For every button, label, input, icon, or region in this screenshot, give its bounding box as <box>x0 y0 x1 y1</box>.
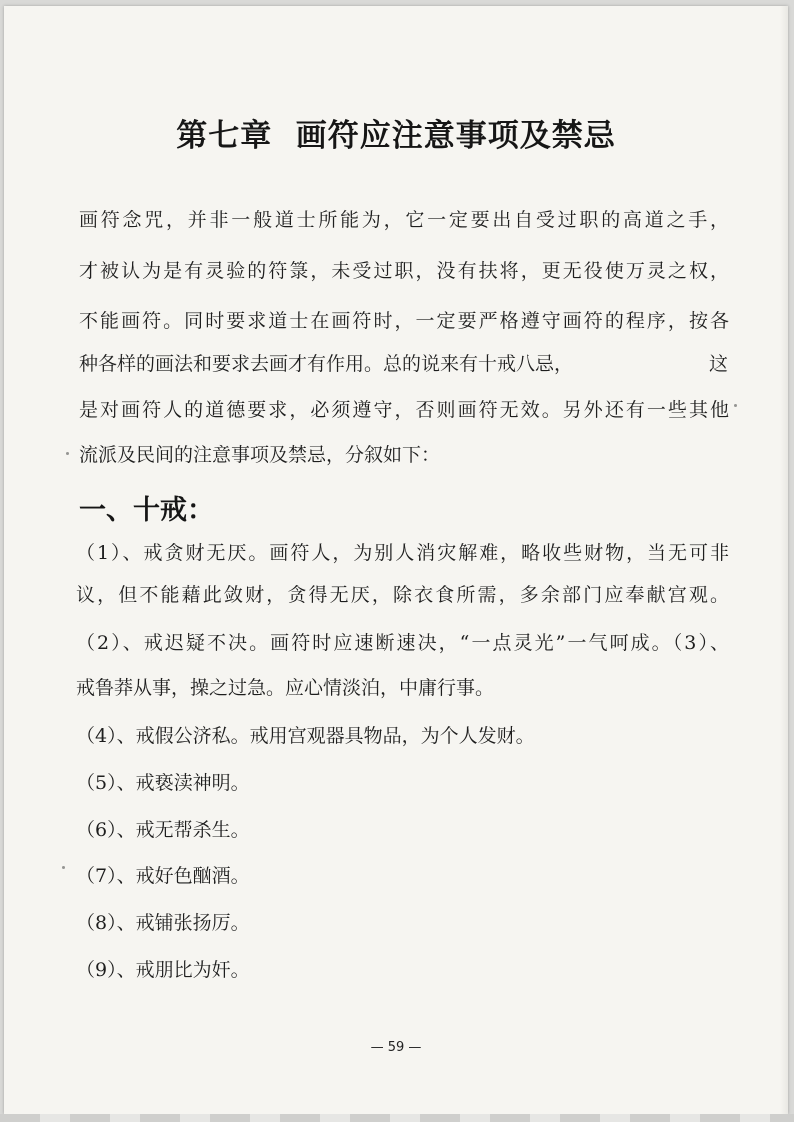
rule-item: （4）、戒假公济私。戒用宫观器具物品，为个人发财。 <box>76 725 535 747</box>
intro-line: 是对画符人的道德要求，必须遵守，否则画符无效。另外还有一些其他 <box>79 399 729 421</box>
rule-item: 议，但不能藉此敛财，贪得无厌，除衣食所需，多余部门应奉献宫观。 <box>76 584 729 606</box>
intro-line-fragment: 这 <box>709 353 729 375</box>
rule-item: 戒鲁莽从事，操之过急。应心情淡泊，中庸行事。 <box>76 677 495 699</box>
scan-bottom-strip <box>0 1114 794 1122</box>
page-edge-shadow <box>780 6 788 1114</box>
page-number: — 59 — <box>370 1040 422 1055</box>
chapter-title: 第七章 画符应注意事项及禁忌 <box>176 118 616 154</box>
paper-speck <box>62 866 65 869</box>
book-page <box>4 6 788 1114</box>
rule-item: （7）、戒好色酗酒。 <box>76 865 250 887</box>
paper-speck <box>66 452 69 455</box>
paper-speck <box>734 404 737 407</box>
section-heading: 一、十戒： <box>79 495 214 526</box>
intro-line: 不能画符。同时要求道士在画符时，一定要严格遵守画符的程序，按各 <box>79 310 729 332</box>
rule-item: （1）、戒贪财无厌。画符人，为别人消灾解难，略收些财物，当无可非 <box>76 542 729 564</box>
rule-item: （2）、戒迟疑不决。画符时应速断速决，“一点灵光”一气呵成。（3）、 <box>76 632 729 654</box>
rule-item: （5）、戒亵渎神明。 <box>76 772 250 794</box>
rule-item: （9）、戒朋比为奸。 <box>76 959 250 981</box>
intro-line: 画符念咒，并非一般道士所能为，它一定要出自受过职的高道之手， <box>79 209 729 231</box>
intro-line: 才被认为是有灵验的符箓，未受过职，没有扶将，更无役使万灵之权， <box>79 260 729 282</box>
intro-line: 种各样的画法和要求去画才有作用。总的说来有十戒八忌， <box>79 353 574 375</box>
intro-line: 流派及民间的注意事项及禁忌，分叙如下： <box>79 444 441 466</box>
rule-item: （6）、戒无帮杀生。 <box>76 819 250 841</box>
rule-item: （8）、戒铺张扬厉。 <box>76 912 250 934</box>
